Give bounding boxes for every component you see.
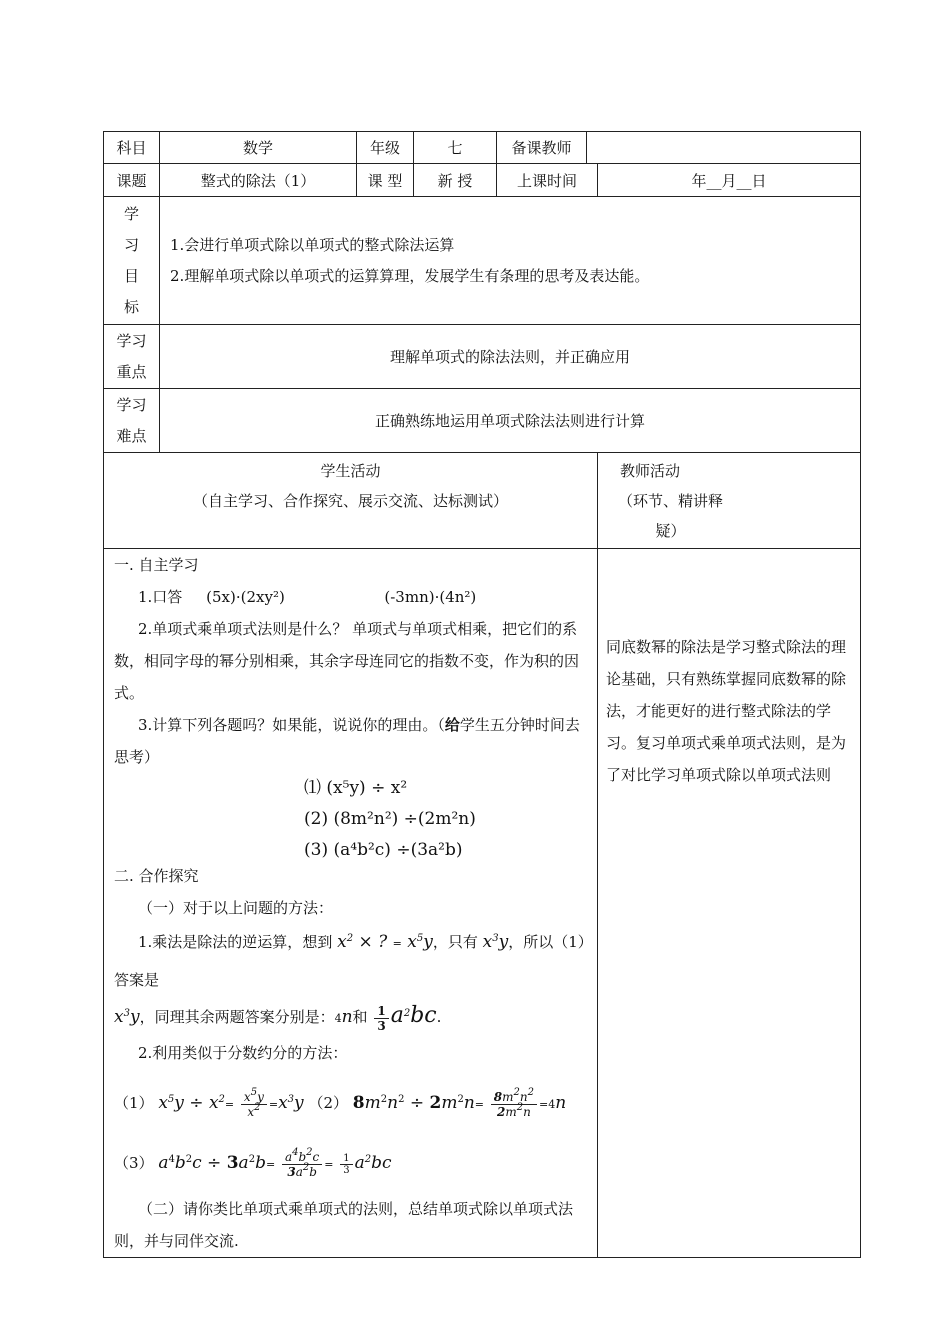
grade-label: 年级 xyxy=(357,132,414,164)
oral-expr-b: (-3mn)·(4n²) xyxy=(384,588,477,606)
student-activity-header xyxy=(104,453,598,549)
teacher-activity-title: 教师活动 xyxy=(620,461,681,480)
section-2-part-2: （二）请你类比单项式乘单项式的法则，总结单项式除以单项式法则，并与同伴交流. xyxy=(114,1200,574,1250)
subject-label: 科目 xyxy=(104,132,160,164)
problem-list xyxy=(304,773,591,866)
difficulty-label: 学习 难点 xyxy=(104,389,160,453)
topic-label: 课题 xyxy=(104,164,160,197)
compute-question: 3.计算下列各题吗？如果能，说说你的理由。（给学生五分钟时间去思考） xyxy=(114,716,580,766)
time-value: 年__月__日 xyxy=(598,164,861,197)
student-activity-title: 学生活动 xyxy=(320,461,381,480)
topic-value: 整式的除法（1） xyxy=(160,164,357,197)
fraction-example-1-2: （1） $x^5y \div x^2=$ $\frac{x^5y}{x^2}$ $=x^3y$ （2） $8m^2n^2 \div 2m^2n=$ $\frac{8m^2n^2}{2m^2n}$ =4n xyxy=(114,1086,567,1119)
method-1: 1.乘法是除法的逆运算，想到 $x^2$ × ? = $x^5y$，只有 $x^3y$，所以（1）答案是 xyxy=(114,932,586,989)
teacher-label: 备课教师 xyxy=(497,132,587,164)
focus-label: 学习 重点 xyxy=(104,325,160,389)
oral-label: 1.口答 xyxy=(138,588,183,606)
section-2-title: 二. 合作探究 xyxy=(114,867,199,885)
focus-text: 理解单项式的除法法则，并正确应用 xyxy=(160,325,861,389)
problem-3: (3) (a⁴b²c) ÷(3a²b) xyxy=(304,840,463,860)
method-title: （一）对于以上问题的方法： xyxy=(138,899,334,917)
section-1-title: 一. 自主学习 xyxy=(114,556,199,574)
subject-value: 数学 xyxy=(160,132,357,164)
fraction-example-3: （3） $a^4b^2c \div 3a^2b=$ $\frac{a^4b^2c}{3a^2b}$ = $\frac{1}{3}$ $a^2bc$ xyxy=(114,1146,392,1179)
teacher-activity-sub: （环节、精讲释疑） xyxy=(617,491,723,540)
problem-2: (2) (8m²n²) ÷(2m²n) xyxy=(304,809,476,829)
method-2: 2.利用类似于分数约分的方法： xyxy=(138,1044,348,1062)
goal-item-1: 1.会进行单项式除以单项式的整式除法运算 xyxy=(170,235,455,254)
goals-content xyxy=(160,197,861,325)
teacher-value xyxy=(587,132,861,164)
time-label: 上课时间 xyxy=(497,164,598,197)
goal-item-2: 2.理解单项式除以单项式的运算算理，发展学生有条理的思考及表达能。 xyxy=(170,266,650,285)
method-1-cont: $x^3y$，同理其余两题答案分别是：4n和 $\frac{1}{3}$ $a^2bc$. xyxy=(114,1003,442,1033)
grade-value: 七 xyxy=(414,132,497,164)
type-label: 课 型 xyxy=(357,164,414,197)
teacher-note: 同底数幂的除法是学习整式除法的理论基础，只有熟练掌握同底数幂的除法，才能更好的进行整式除法的学习。复习单项式乘单项式法则，是为了对比学习单项式除以单项式法则 xyxy=(598,549,861,1258)
type-value: 新 授 xyxy=(414,164,497,197)
difficulty-text: 正确熟练地运用单项式除法法则进行计算 xyxy=(160,389,861,453)
student-activity-sub: （自主学习、合作探究、展示交流、达标测试） xyxy=(192,491,508,510)
goals-label: 学 习 目 标 xyxy=(104,197,160,325)
oral-question xyxy=(114,581,591,613)
teacher-activity-header xyxy=(598,453,861,549)
problem-1: ⑴ (x⁵y) ÷ x² xyxy=(304,778,408,798)
oral-expr-a: (5x)·(2xy²) xyxy=(206,588,285,606)
lesson-plan-table xyxy=(103,131,861,1258)
rule-question: 2.单项式乘单项式法则是什么？ 单项式与单项式相乘，把它们的系数，相同字母的幂分别相乘，其余字母连同它的指数不变，作为积的因式。 xyxy=(114,620,580,702)
student-activity-content xyxy=(104,549,598,1258)
